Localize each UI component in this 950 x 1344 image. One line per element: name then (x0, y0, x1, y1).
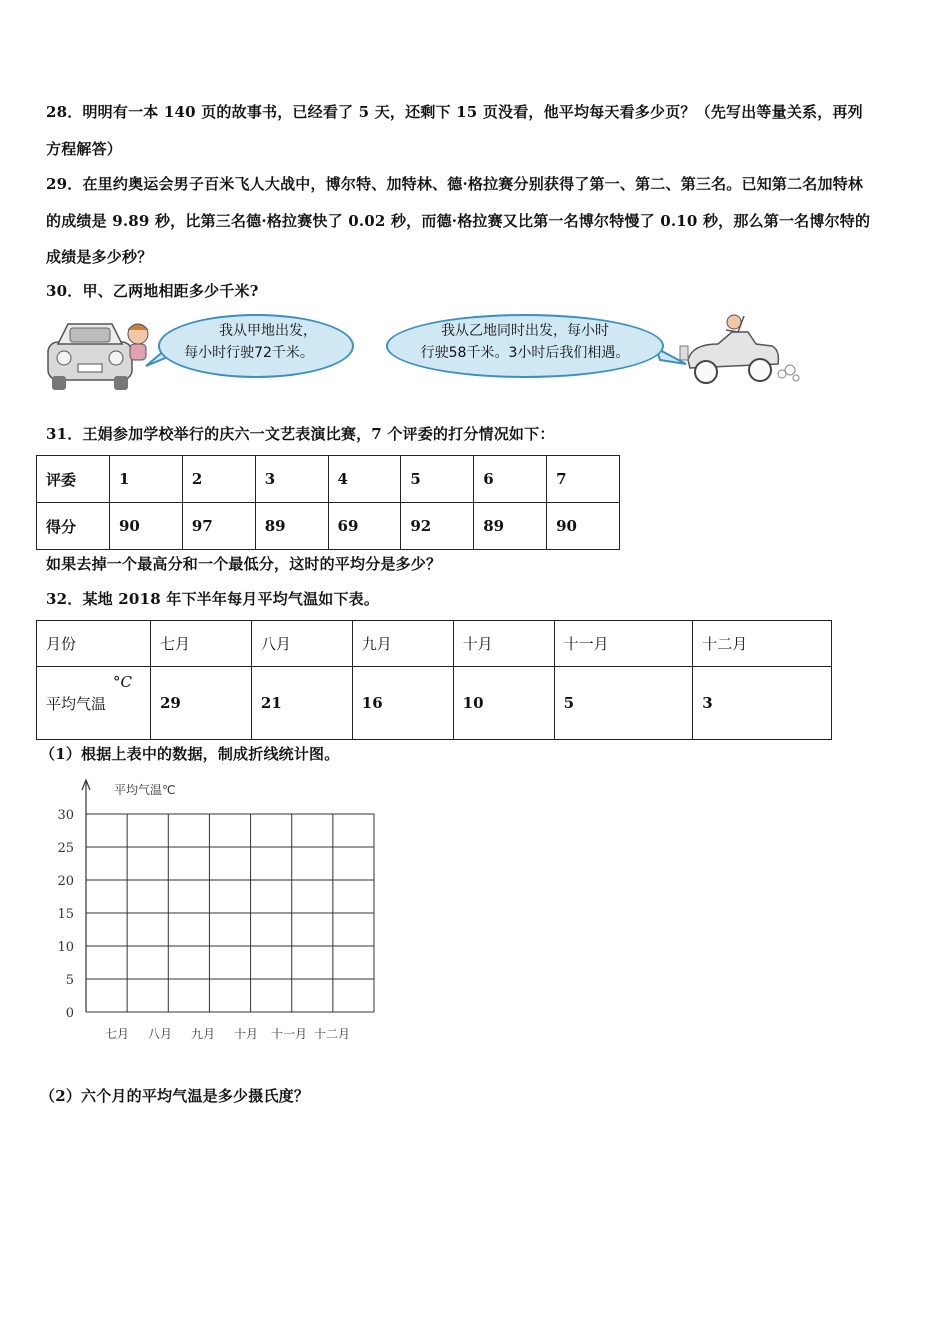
q28-line1: 28．明明有一本 140 页的故事书，已经看了 5 天，还剩下 15 页没看，他平均每天看多少页？（先写出等量关系，再列 (46, 103, 863, 121)
y-tick-label: 0 (65, 1006, 74, 1021)
q32-title: 32．某地 2018 年下半年每月平均气温如下表。 (46, 590, 380, 608)
table-row (37, 667, 832, 740)
car-left-icon (44, 316, 156, 392)
q31-title: 31．王娟参加学校举行的庆六一文艺表演比赛，7 个评委的打分情况如下： (46, 425, 555, 443)
q31-row2-label: 得分 (37, 503, 110, 550)
q31-question: 如果去掉一个最高分和一个最低分，这时的平均分是多少？ (46, 555, 442, 573)
q31-judge-1: 1 (110, 456, 183, 503)
q32-sub2: （2）六个月的平均气温是多少摄氏度？ (40, 1087, 310, 1105)
q32-month-2: 八月 (251, 621, 352, 667)
x-tick-label: 七月 (104, 1027, 130, 1041)
y-tick-label: 20 (57, 874, 74, 889)
q32-month-4: 十月 (453, 621, 554, 667)
x-tick-label: 十月 (233, 1027, 259, 1041)
q32-row1-label: 月份 (37, 621, 151, 667)
q31-judge-3: 3 (255, 456, 328, 503)
bubble-right-line1: 我从乙地同时出发，每小时 (441, 323, 609, 339)
table-row (37, 621, 832, 667)
bubble-left-line1: 我从甲地出发， (219, 323, 317, 339)
q32-temp-5: 5 (554, 667, 693, 740)
y-tick-label: 10 (57, 940, 74, 955)
bubble-left (158, 314, 354, 378)
q31-score-table (36, 455, 620, 550)
blank-line-chart (40, 770, 400, 1054)
chart-svg (40, 770, 400, 1050)
q32-temp-6: 3 (693, 667, 832, 740)
y-tick-label: 30 (57, 808, 74, 823)
q31-score-5: 92 (401, 503, 474, 550)
q32-temp-2: 21 (251, 667, 352, 740)
bubble-right (386, 314, 664, 378)
q32-temp-3: 16 (352, 667, 453, 740)
q31-judge-2: 2 (182, 456, 255, 503)
q31-row1-label: 评委 (37, 456, 110, 503)
q29-line2: 的成绩是 9.89 秒，比第三名德·格拉赛快了 0.02 秒，而德·格拉赛又比第一名博尔特慢了 0.10 秒，那么第一名博尔特的 (46, 212, 871, 230)
q32-temp-1: 29 (151, 667, 252, 740)
x-tick-label: 九月 (190, 1027, 216, 1041)
q31-score-1: 90 (110, 503, 183, 550)
q32-temp-4: 10 (453, 667, 554, 740)
q31-judge-4: 4 (328, 456, 401, 503)
q32-month-6: 十二月 (693, 621, 832, 667)
q29-line1: 29．在里约奥运会男子百米飞人大战中，博尔特、加特林、德·格拉赛分别获得了第一、第二、第三名。已知第二名加特林 (46, 175, 864, 193)
table-row (37, 503, 620, 550)
q32-unit: °C (113, 673, 132, 691)
q32-row2-label-cell (37, 667, 151, 740)
y-axis-label: 平均气温℃ (114, 783, 176, 797)
bubble-left-line2: 每小时行驶72千米。 (184, 345, 314, 361)
x-tick-label: 十一月 (270, 1027, 308, 1041)
y-tick-label: 5 (65, 973, 74, 988)
q32-month-1: 七月 (151, 621, 252, 667)
q31-judge-5: 5 (401, 456, 474, 503)
q29-line3: 成绩是多少秒？ (46, 248, 153, 266)
q32-sub1: （1）根据上表中的数据，制成折线统计图。 (40, 745, 340, 763)
table-row (37, 456, 620, 503)
q31-score-3: 89 (255, 503, 328, 550)
x-tick-label: 八月 (147, 1027, 173, 1041)
car-right-icon (678, 310, 802, 392)
q28-line2: 方程解答） (46, 140, 123, 158)
q31-judge-7: 7 (547, 456, 620, 503)
q31-judge-6: 6 (474, 456, 547, 503)
q32-temp-table (36, 620, 832, 740)
q31-score-2: 97 (182, 503, 255, 550)
q32-row2-label: 平均气温 (46, 694, 107, 713)
bubble-right-line2: 行驶58千米。3小时后我们相遇。 (420, 345, 630, 361)
x-tick-label: 十二月 (313, 1027, 351, 1041)
q31-score-4: 69 (328, 503, 401, 550)
y-tick-label: 25 (57, 841, 74, 856)
q31-score-7: 90 (547, 503, 620, 550)
q32-month-5: 十一月 (554, 621, 693, 667)
q30-title: 30．甲、乙两地相距多少千米? (46, 282, 259, 300)
y-tick-label: 15 (57, 907, 74, 922)
q32-month-3: 九月 (352, 621, 453, 667)
q31-score-6: 89 (474, 503, 547, 550)
